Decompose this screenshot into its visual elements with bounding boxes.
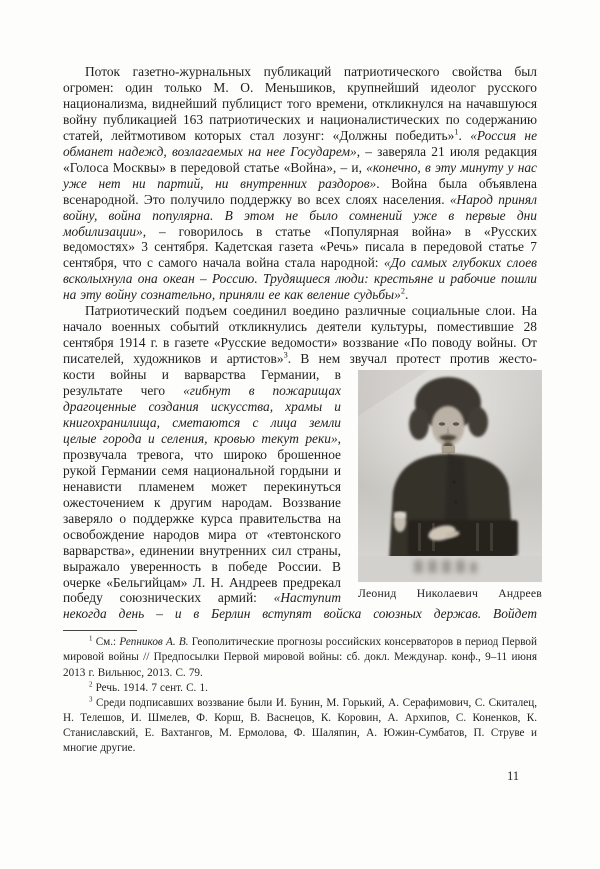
footnote-marker-1: 1 — [89, 634, 93, 643]
footnote-ref-2: 2 — [400, 286, 405, 296]
footnote-1 — [63, 635, 537, 680]
body-paragraph-2-wrapped — [63, 367, 542, 622]
text-run: См.: — [92, 636, 120, 649]
quote-italic: «Народ принял войну, война популярна. В этом не было сомнений уже в первые дни мобилизации» — [63, 191, 537, 239]
author-italic: Репников А. В. — [119, 636, 189, 649]
footnote-marker-2: 2 — [89, 679, 93, 688]
text-run: кости войны и варварства Германии, в результате чего — [63, 367, 341, 399]
text-run: Речь. 1914. 7 сент. С. 1. — [92, 681, 208, 694]
portrait-photo — [358, 370, 542, 582]
footnote-separator — [63, 630, 137, 631]
text-run: Поток газетно-журнальных публикаций патриотического свойства был огромен: один только М. О. Меньшиков, крупнейший идеолог русского национализма, виднейший публицист того времени, откликнулся на начавшуюся войну публикацией 163 патриотических и националистических по содержанию статей, лейтмотивом которых стал лозунг: «Должны победить» — [63, 64, 537, 143]
footnote-ref-3: 3 — [283, 350, 288, 360]
text-run: Среди подписавших воззвание были И. Бунин, М. Горький, А. Серафимович, С. Скиталец, Н. Телешов, И. Шмелев, Ф. Корш, В. Васнецов, К. Коровин, А. Архипов, С. Коненков, К. Станиславский, Е. Вахтангов, М. Ермолова, Ф. Шаляпин, А. Южин-Сумбатов, П. Струве и многие другие. — [63, 696, 537, 755]
body-paragraph-2-fullwidth — [63, 303, 537, 367]
text-run: , – говорилось в статье «Популярная война» в «Русских ведомостях» 3 сентября. Кадетская газета «Речь» писала в передовой статье 7 сентября, что с самого начала война стала народной: — [63, 223, 537, 271]
text-run: . В нем звучал протест против жесто- — [287, 351, 537, 367]
quote-italic: «конечно, в эту минуту у нас уже нет ни партий, ни внутренних раздоров» — [63, 159, 537, 191]
quote-italic: «Россия не обманет надежд, возлагаемых на нее Государем» — [63, 127, 538, 159]
figure-caption: Леонид Николаевич Андреев — [358, 587, 542, 601]
body-paragraph-1 — [63, 64, 537, 303]
footnote-2 — [63, 681, 537, 696]
quote-italic: «До самых глубоких слоев всколыхнула она океан – Россию. Трудящиеся люди: крестьяне и рабочие пошли на эту войну сознательно, приняли ее как веление судьбы» — [63, 255, 537, 303]
footnote-3 — [63, 696, 537, 756]
text-run: . — [458, 127, 471, 143]
footnote-ref-1: 1 — [454, 127, 459, 137]
text-run: Геополитические прогнозы российских консерваторов в период Первой мировой войны // Предпосылки Первой мировой войны: сб. докл. Междунар. конф., 9–11 июня 2013 г. Вильнюс, 2013. С. 79. — [63, 636, 537, 679]
footnote-marker-3: 3 — [89, 695, 93, 703]
text-run: , прозвучала тревога, что широко брошенное рукой Германии семя национальной гордыни и ненависти пламенем может перекинуться ожесточением к другим народам. Воззвание заверяло о поддержке курса правительства на освобождение народов мира от «тевтонского варварства», единении внутренних сил страны, выражало уверенность в победе России. В очерке «Бельгийцам» Л. Н. Андреев предрекал победу союзнических армий: — [63, 430, 341, 606]
figure-portrait — [353, 370, 542, 600]
text-run: , – заверяла 21 июля редакция «Голоса Москвы» в передовой статье «Война», – и, — [63, 143, 537, 175]
page-number: 11 — [507, 769, 519, 784]
quote-italic: «Наступит некогда день – и в Берлин вступят войска союзных держав. Войдет — [63, 590, 537, 622]
text-run: . — [404, 287, 409, 303]
quote-italic: «гибнут в пожарищах драгоценные создания искусства, храмы и книгохранилища, сметаются с лица земли целые города и селения, кровью текут реки» — [63, 383, 341, 446]
text-run: . Война была объявлена всенародной. Это получило поддержку во всех слоях населения. — [63, 175, 537, 207]
text-run: Патриотический подъем соединил воедино различные социальные слои. На начало военных событий откликнулись деятели культуры, поместившие 28 сентября 1914 г. в газете «Русские ведомости» воззвание «По поводу войны. От писателей, художников и артистов» — [63, 303, 537, 367]
